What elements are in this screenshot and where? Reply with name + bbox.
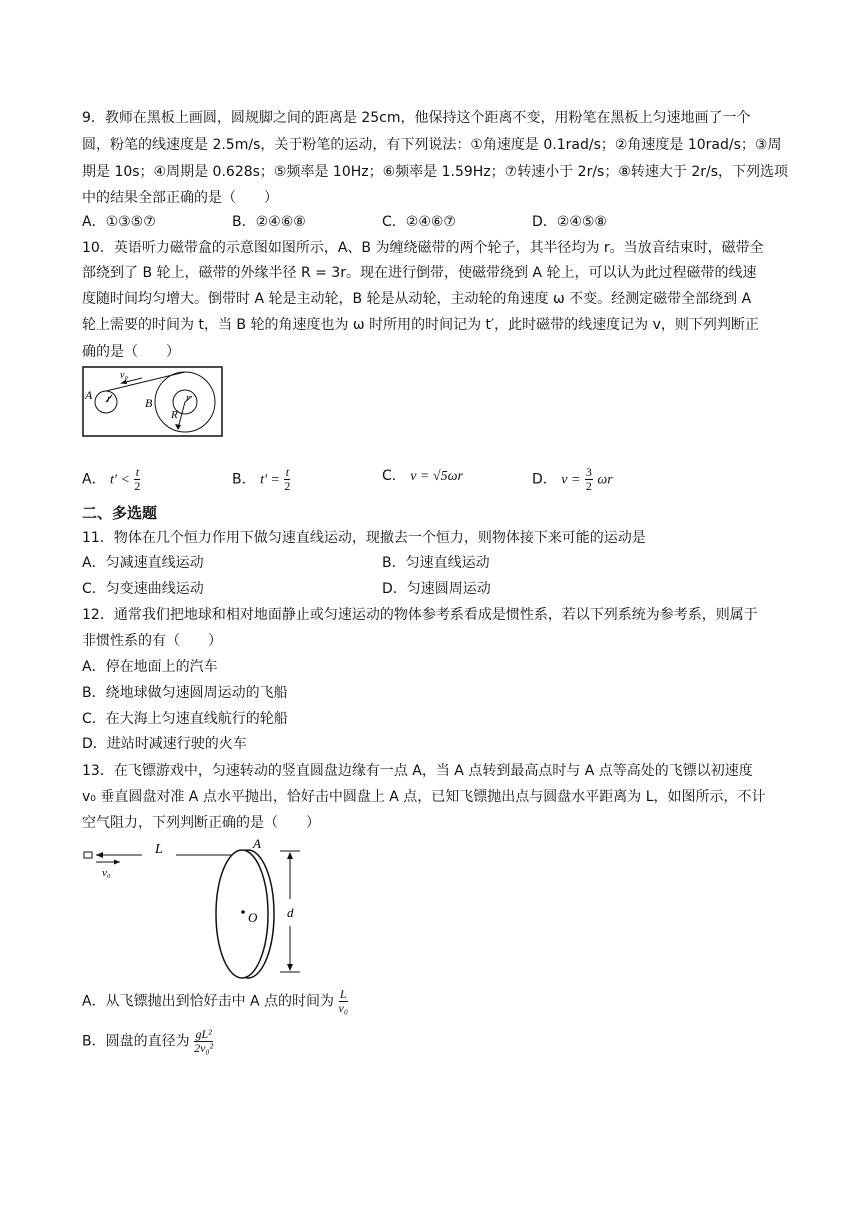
label-A: A bbox=[253, 836, 261, 851]
q10-option-b-fraction: $\frac{t}{2}$ bbox=[284, 465, 291, 493]
label-r2: r bbox=[186, 393, 190, 404]
q13-option-b-text: B．圆盘的直径为 bbox=[82, 1033, 190, 1050]
q13-stem-line3: 空气阻力，下列判断正确的是（ ） bbox=[82, 815, 320, 831]
q13-option-a-text: A．从飞镖抛出到恰好击中 A 点的时间为 bbox=[82, 993, 335, 1010]
q10-option-b bbox=[232, 466, 290, 493]
label-L: L bbox=[155, 842, 163, 857]
q10-option-b-label: B． bbox=[232, 471, 256, 488]
q11-stem-line1: 11．物体在几个恒力作用下做匀速直线运动，现撤去一个恒力，则物体接下来可能的运动是 bbox=[82, 530, 646, 546]
q10-stem-line1: 10．英语听力磁带盒的示意图如图所示，A、B 为缠绕磁带的两个轮子，其半径均为 r。当放音结束时，磁带全 bbox=[82, 240, 764, 256]
q10-stem-line3: 度随时间均匀增大。倒带时 A 轮是主动轮，B 轮是从动轮，主动轮的角速度 ω 不变。经测定磁带全部绕到 A bbox=[82, 291, 752, 307]
q10-stem-line5: 确的是（ ） bbox=[82, 344, 180, 360]
q13-stem-line2: v₀ 垂直圆盘对准 A 点水平抛出，恰好击中圆盘上 A 点，已知飞镖抛出点与圆盘水平距离为 L，如图所示，不计 bbox=[82, 789, 766, 805]
q13-option-a bbox=[82, 988, 348, 1015]
q10-option-a-expr: t′ < bbox=[110, 472, 130, 488]
label-b: B bbox=[145, 396, 153, 410]
q9-stem-line1: 9．教师在黑板上画圆，圆规脚之间的距离是 25cm，他保持这个距离不变，用粉笔在黑板上匀速地画了一个 bbox=[82, 110, 751, 126]
q10-option-d-fraction: $\frac{3}{2}$ bbox=[585, 465, 592, 493]
q13-stem-line1: 13．在飞镖游戏中，匀速转动的竖直圆盘边缘有一点 A，当 A 点转到最高点时与 A 点等高处的飞镖以初速度 bbox=[82, 763, 753, 779]
section-heading-multiple-choice: 二、多选题 bbox=[82, 504, 158, 522]
q13-option-b bbox=[82, 1028, 213, 1055]
q12-stem-line1: 12．通常我们把地球和相对地面静止或匀速运动的物体参考系看成是惯性系，若以下列系统为参考系，则属于 bbox=[82, 607, 758, 623]
q10-stem-line2: 部绕到了 B 轮上，磁带的外缘半径 R = 3r。现在进行倒带，使磁带绕到 A 轮上，可以认为此过程磁带的线速 bbox=[82, 265, 757, 281]
q9-stem-line2: 圆，粉笔的线速度是 2.5m/s，关于粉笔的运动，有下列说法：①角速度是 0.1rad/s；②角速度是 10rad/s；③周 bbox=[82, 137, 782, 153]
q9-stem-line4: 中的结果全部正确的是（ ） bbox=[82, 190, 278, 206]
q10-option-d-label: D． bbox=[532, 471, 557, 488]
q10-cassette-figure bbox=[82, 366, 224, 438]
q13-option-b-fraction: $\frac{\text{gL²}}{\text{2v₀²}}$ bbox=[194, 1027, 214, 1055]
q10-stem-line4: 轮上需要的时间为 t，当 B 轮的角速度也为 ω 时所用的时间记为 t′，此时磁带的线速度记为 v，则下列判断正 bbox=[82, 317, 759, 333]
label-v0: v₀ bbox=[120, 370, 128, 381]
q11-option-b: B．匀速直线运动 bbox=[382, 555, 490, 571]
q10-option-a-label: A． bbox=[82, 471, 106, 488]
q9-stem-line3: 期是 10s；④周期是 0.628s；⑤频率是 10Hz；⑥频率是 1.59Hz；⑦转速小于 2r/s；⑧转速大于 2r/s，下列选项 bbox=[82, 164, 789, 180]
q10-option-a-fraction: $\frac{t}{2}$ bbox=[134, 465, 141, 493]
q12-option-a: A．停在地面上的汽车 bbox=[82, 659, 218, 675]
q10-option-d bbox=[532, 466, 613, 493]
q9-option-a: A．①③⑤⑦ bbox=[82, 214, 156, 230]
disk-front bbox=[216, 850, 268, 978]
q13-option-a-fraction: $\frac{L}{\text{v₀}}$ bbox=[338, 987, 349, 1015]
q12-option-d: D．进站时减速行驶的火车 bbox=[82, 736, 247, 752]
center-dot bbox=[241, 910, 245, 914]
q13-dart-disk-figure bbox=[82, 834, 312, 980]
label-R: R bbox=[171, 409, 178, 421]
q9-option-c: C．②④⑥⑦ bbox=[382, 214, 456, 230]
q10-option-a bbox=[82, 466, 140, 493]
q10-option-c bbox=[382, 466, 463, 487]
q12-stem-line2: 非惯性系的有（ ） bbox=[82, 633, 222, 649]
q11-option-c: C．匀变速曲线运动 bbox=[82, 581, 204, 597]
q10-option-c-label: C． bbox=[382, 468, 406, 484]
label-a: A bbox=[85, 388, 93, 402]
label-r1: r bbox=[107, 394, 111, 405]
q9-option-b: B．②④⑥⑧ bbox=[232, 214, 306, 230]
label-d: d bbox=[287, 905, 294, 920]
dart bbox=[84, 852, 92, 858]
label-v0: v₀ bbox=[102, 867, 111, 879]
q10-option-d-expr-pre: v = bbox=[561, 472, 581, 488]
q10-option-b-expr: t′ = bbox=[260, 472, 280, 488]
q12-option-b: B．绕地球做匀速圆周运动的飞船 bbox=[82, 685, 288, 701]
q9-option-d: D．②④⑤⑧ bbox=[532, 214, 607, 230]
q11-option-d: D．匀速圆周运动 bbox=[382, 581, 491, 597]
q11-option-a: A．匀减速直线运动 bbox=[82, 555, 204, 571]
q10-option-d-expr-post: ωr bbox=[597, 472, 613, 488]
q12-option-c: C．在大海上匀速直线航行的轮船 bbox=[82, 711, 288, 727]
label-O: O bbox=[248, 910, 258, 925]
q10-option-c-expr: v = √5ωr bbox=[410, 469, 463, 484]
